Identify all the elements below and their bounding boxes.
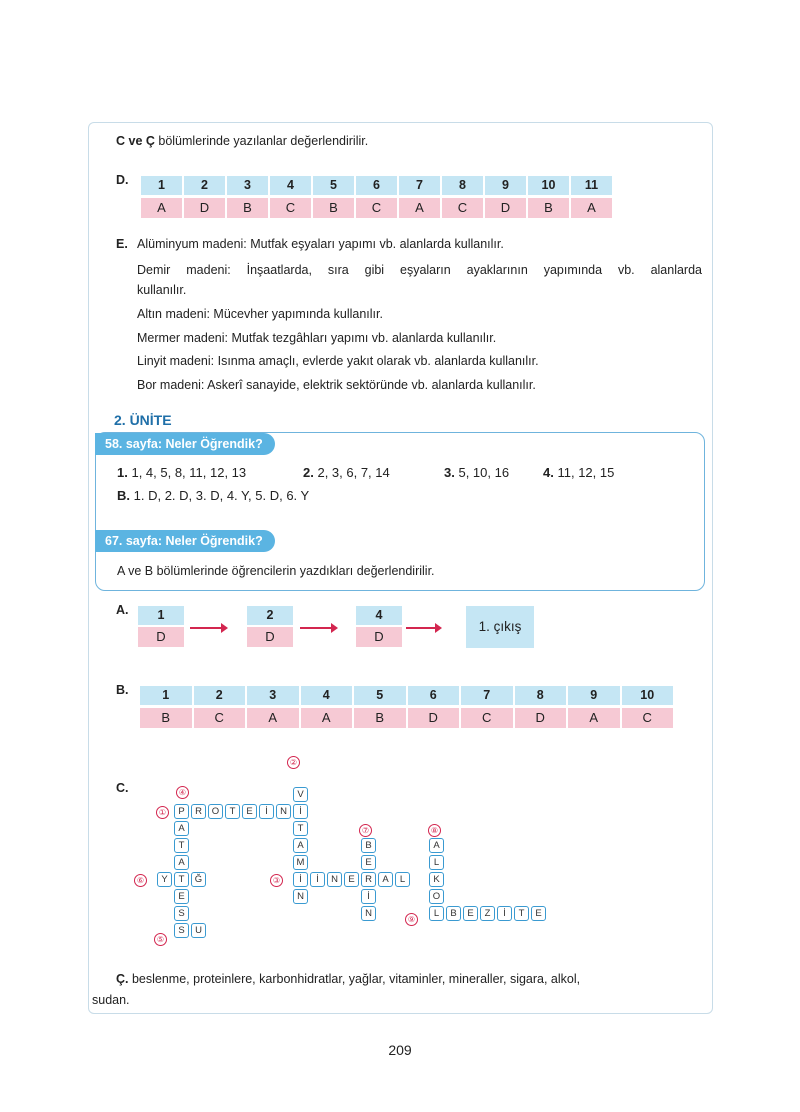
flow-step-answer: D — [356, 627, 402, 647]
page58-q3 — [444, 465, 509, 481]
crossword-cell: R — [361, 872, 376, 887]
crossword-cell: O — [429, 889, 444, 904]
crossword-cell: E — [463, 906, 478, 921]
clue-number: ② — [287, 756, 300, 769]
section-e-line: Mermer madeni: Mutfak tezgâhları yapımı vb. alanlarda kullanılır. — [137, 331, 497, 345]
d-answer-cell: C — [270, 198, 311, 218]
section-d-answer-row — [141, 198, 612, 218]
d-answer-cell: B — [227, 198, 268, 218]
flow-step-number: 1 — [138, 606, 184, 625]
crossword-cell: B — [361, 838, 376, 853]
intro-bold: C ve Ç — [116, 134, 155, 148]
d-answer-cell: A — [571, 198, 612, 218]
section-b-number-row — [140, 686, 673, 705]
crossword-cell: İ — [259, 804, 274, 819]
b-number-cell: 2 — [194, 686, 246, 705]
b-number-cell: 3 — [247, 686, 299, 705]
b-number-cell: 7 — [461, 686, 513, 705]
section-e-line: Linyit madeni: Isınma amaçlı, evlerde yakıt olarak vb. alanlarda kullanılır. — [137, 354, 539, 368]
crossword-cell: P — [174, 804, 189, 819]
crossword-cell: V — [293, 787, 308, 802]
q4-value: 11, 12, 15 — [557, 465, 615, 480]
crossword-cell: N — [276, 804, 291, 819]
section-b-answer-row — [140, 708, 673, 728]
q3-value: 5, 10, 16 — [458, 465, 510, 480]
section-cc-line2: sudan. — [92, 993, 130, 1007]
crossword-cell: L — [429, 906, 444, 921]
section-e-line: Bor madeni: Askerî sanayide, elektrik sektöründe vb. alanlarda kullanılır. — [137, 378, 536, 392]
crossword-cell: N — [293, 889, 308, 904]
page58-b — [117, 488, 309, 504]
section-b-label: B. — [116, 683, 129, 697]
unit-title: 2. ÜNİTE — [114, 412, 172, 428]
crossword-cell: E — [242, 804, 257, 819]
crossword-cell: T — [174, 838, 189, 853]
b-answer-cell: A — [301, 708, 353, 728]
q1-value: 1, 4, 5, 8, 11, 12, 13 — [131, 465, 247, 480]
flow-arrow — [406, 627, 440, 629]
b-number-cell: 1 — [140, 686, 192, 705]
flow-step-answer: D — [138, 627, 184, 647]
crossword-cell: T — [174, 872, 189, 887]
d-number-cell: 9 — [485, 176, 526, 195]
b-number-cell: 9 — [568, 686, 620, 705]
crossword-cell: E — [344, 872, 359, 887]
crossword-cell: A — [378, 872, 393, 887]
clue-number: ⑥ — [134, 874, 147, 887]
d-answer-cell: D — [485, 198, 526, 218]
crossword-cell: Y — [157, 872, 172, 887]
flow-step-number: 2 — [247, 606, 293, 625]
crossword-cell: M — [293, 855, 308, 870]
q2-value: 2, 3, 6, 7, 14 — [317, 465, 390, 480]
q4-label: 4. — [543, 465, 554, 480]
d-answer-cell: B — [313, 198, 354, 218]
b-number-cell: 8 — [515, 686, 567, 705]
crossword-cell: A — [293, 838, 308, 853]
crossword-cell: L — [395, 872, 410, 887]
page67-pill: 67. sayfa: Neler Öğrendik? — [95, 530, 275, 552]
flow-step-number: 4 — [356, 606, 402, 625]
d-number-cell: 10 — [528, 176, 569, 195]
crossword-cell: N — [361, 906, 376, 921]
q3-label: 3. — [444, 465, 455, 480]
section-e-line: kullanılır. — [137, 283, 187, 297]
d-number-cell: 4 — [270, 176, 311, 195]
crossword-cell: B — [446, 906, 461, 921]
section-d-label: D. — [116, 173, 129, 187]
crossword-cell: İ — [361, 889, 376, 904]
crossword-cell: A — [174, 821, 189, 836]
crossword-cell: E — [174, 889, 189, 904]
section-cc-line — [116, 971, 580, 987]
page58-pill: 58. sayfa: Neler Öğrendik? — [95, 433, 275, 455]
section-cc-text: beslenme, proteinlere, karbonhidratlar, yağlar, vitaminler, mineraller, sigara, alkol, — [128, 972, 581, 986]
crossword-cell: A — [174, 855, 189, 870]
section-a-label: A. — [116, 603, 129, 617]
d-answer-cell: D — [184, 198, 225, 218]
crossword-cell: O — [208, 804, 223, 819]
page58-q1 — [117, 465, 246, 481]
flow-arrow — [300, 627, 336, 629]
clue-number: ⑧ — [428, 824, 441, 837]
crossword-cell: R — [191, 804, 206, 819]
clue-number: ⑨ — [405, 913, 418, 926]
crossword-cell: U — [191, 923, 206, 938]
d-answer-cell: C — [356, 198, 397, 218]
section-e-line: Alüminyum madeni: Mutfak eşyaları yapımı vb. alanlarda kullanılır. — [137, 237, 504, 251]
b-answer-cell: C — [461, 708, 513, 728]
crossword-cell: T — [514, 906, 529, 921]
b-answer-cell: B — [140, 708, 192, 728]
b-number-cell: 6 — [408, 686, 460, 705]
crossword-cell: E — [361, 855, 376, 870]
section-c-label: C. — [116, 781, 129, 795]
page67-text: A ve B bölümlerinde öğrencilerin yazdıkları değerlendirilir. — [117, 564, 435, 578]
crossword-cell: T — [293, 821, 308, 836]
flow-arrow — [190, 627, 226, 629]
b-value: 1. D, 2. D, 3. D, 4. Y, 5. D, 6. Y — [133, 488, 310, 503]
d-answer-cell: B — [528, 198, 569, 218]
d-number-cell: 5 — [313, 176, 354, 195]
clue-number: ⑦ — [359, 824, 372, 837]
d-number-cell: 6 — [356, 176, 397, 195]
intro-line — [116, 133, 368, 149]
crossword-cell: İ — [293, 872, 308, 887]
exit-box: 1. çıkış — [466, 606, 534, 648]
d-number-cell: 11 — [571, 176, 612, 195]
page-number: 209 — [388, 1042, 412, 1058]
d-number-cell: 8 — [442, 176, 483, 195]
page58-q2 — [303, 465, 390, 481]
section-d-number-row — [141, 176, 612, 195]
b-label: B. — [117, 488, 130, 503]
section-cc-label: Ç. — [116, 972, 129, 986]
d-answer-cell: A — [399, 198, 440, 218]
section-e-line: Demir madeni: İnşaatlarda, sıra gibi eşyaların ayaklarının yapımında vb. alanlarda — [137, 263, 702, 277]
crossword-cell: T — [225, 804, 240, 819]
crossword-cell: Ğ — [191, 872, 206, 887]
clue-number: ③ — [270, 874, 283, 887]
section-e-line: Altın madeni: Mücevher yapımında kullanılır. — [137, 307, 383, 321]
flow-step-answer: D — [247, 627, 293, 647]
crossword-cell: A — [429, 838, 444, 853]
section-e-label: E. — [116, 237, 128, 251]
clue-number: ⑤ — [154, 933, 167, 946]
b-answer-cell: C — [194, 708, 246, 728]
b-answer-cell: D — [515, 708, 567, 728]
q2-label: 2. — [303, 465, 314, 480]
crossword-cell: İ — [293, 804, 308, 819]
d-answer-cell: A — [141, 198, 182, 218]
crossword-cell: Z — [480, 906, 495, 921]
b-answer-cell: A — [568, 708, 620, 728]
intro-text: bölümlerinde yazılanlar değerlendirilir. — [154, 134, 369, 148]
page58-q4 — [543, 465, 614, 481]
d-number-cell: 2 — [184, 176, 225, 195]
b-number-cell: 5 — [354, 686, 406, 705]
b-number-cell: 4 — [301, 686, 353, 705]
d-number-cell: 3 — [227, 176, 268, 195]
crossword-cell: E — [531, 906, 546, 921]
d-number-cell: 1 — [141, 176, 182, 195]
b-answer-cell: A — [247, 708, 299, 728]
b-answer-cell: B — [354, 708, 406, 728]
b-answer-cell: D — [408, 708, 460, 728]
crossword-cell: L — [429, 855, 444, 870]
crossword-cell: S — [174, 906, 189, 921]
crossword-cell: K — [429, 872, 444, 887]
crossword-cell: N — [327, 872, 342, 887]
crossword-cell: İ — [497, 906, 512, 921]
d-answer-cell: C — [442, 198, 483, 218]
crossword-cell: S — [174, 923, 189, 938]
b-number-cell: 10 — [622, 686, 674, 705]
q1-label: 1. — [117, 465, 128, 480]
d-number-cell: 7 — [399, 176, 440, 195]
clue-number: ① — [156, 806, 169, 819]
b-answer-cell: C — [622, 708, 674, 728]
crossword-cell: İ — [310, 872, 325, 887]
clue-number: ④ — [176, 786, 189, 799]
